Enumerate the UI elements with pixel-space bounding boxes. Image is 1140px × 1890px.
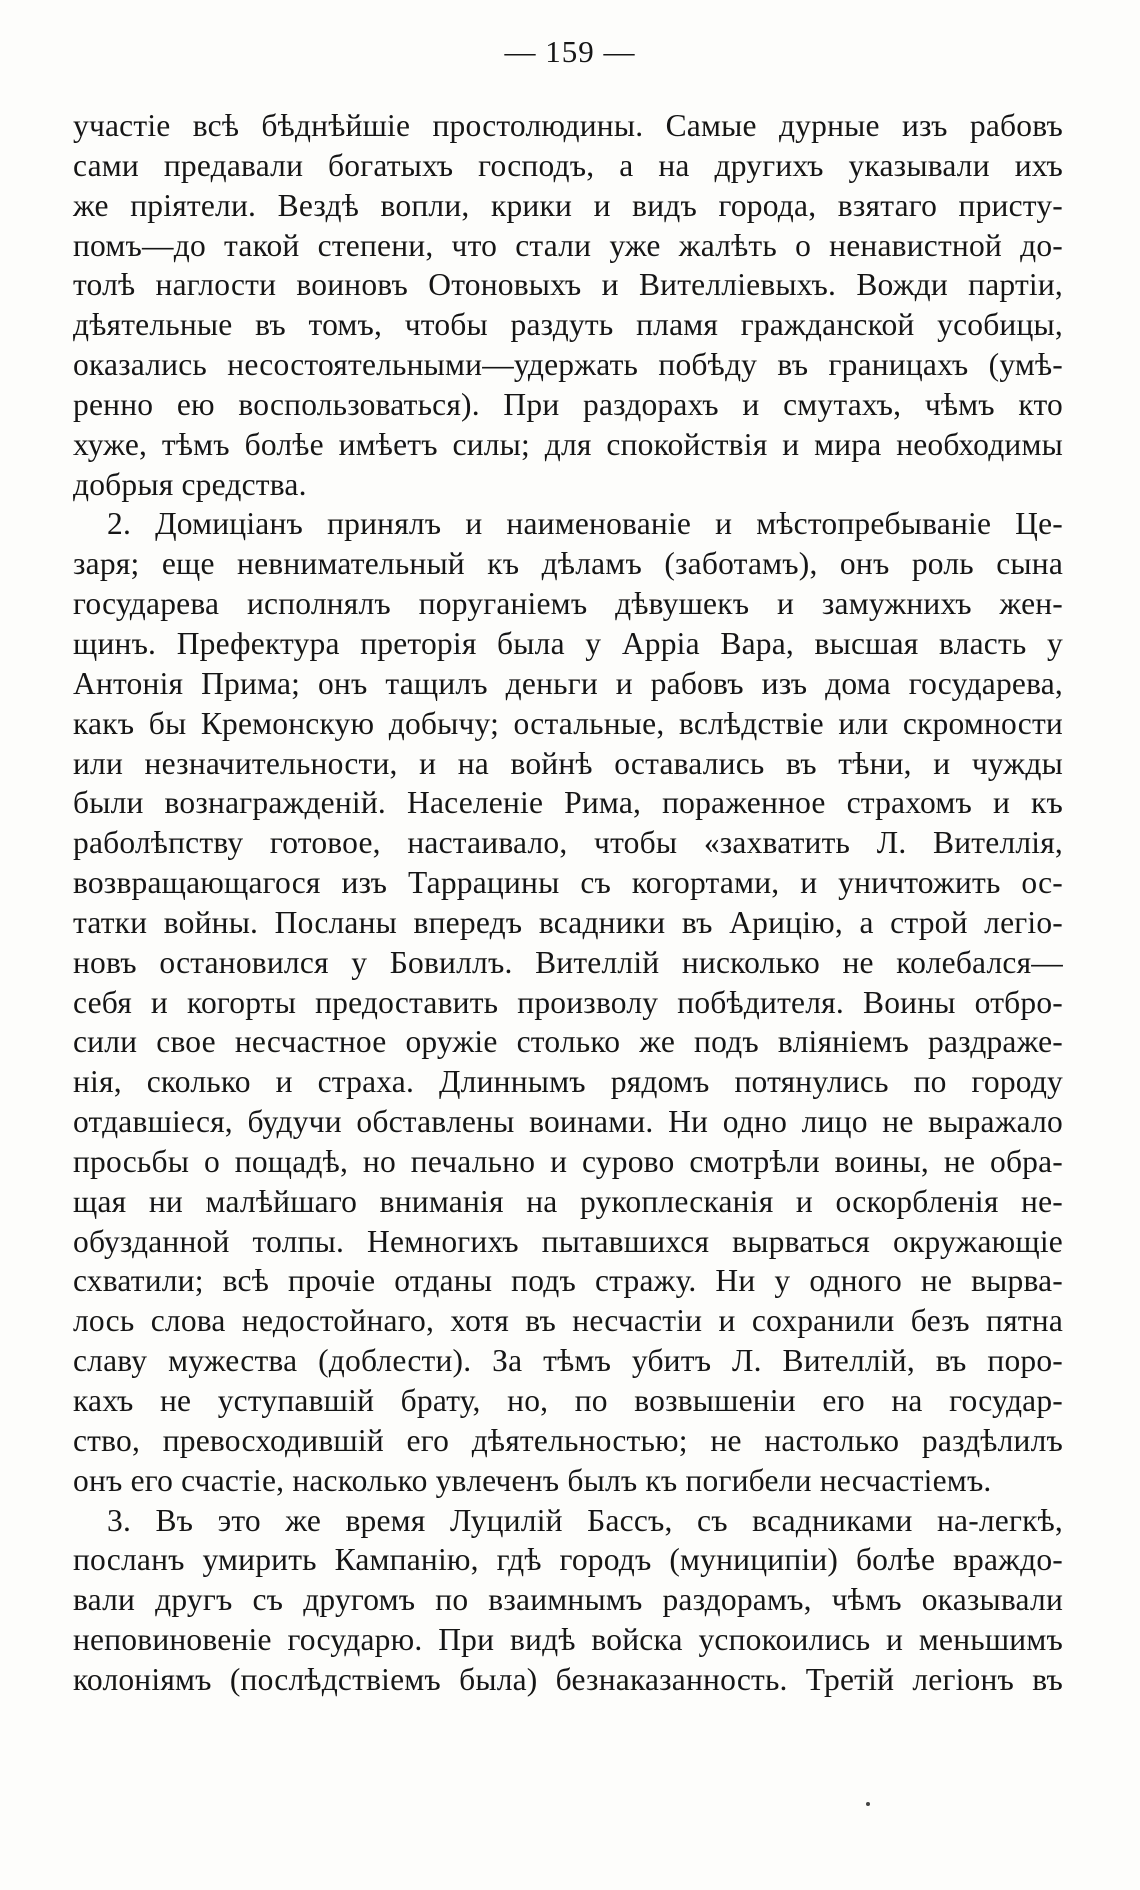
text-line: добрыя средства.	[73, 466, 307, 502]
text-line: какъ бы Кремонскую добычу; остальные, вслѣдствіе или скромности	[73, 705, 1063, 741]
text-line: славу мужества (доблести). За тѣмъ убитъ Л. Вителлій, въ поро-	[73, 1343, 1063, 1379]
body-text	[73, 106, 1063, 1700]
text-line: же пріятели. Вездѣ вопли, крики и видъ города, взятаго присту-	[73, 187, 1063, 223]
text-line: сами предавали богатыхъ господъ, а на другихъ указывали ихъ	[73, 147, 1063, 183]
page-number: — 159 —	[504, 34, 636, 69]
paragraph-2	[73, 504, 1063, 1500]
text-line: отдавшіеся, будучи обставлены воинами. Ни одно лицо не выражало	[73, 1104, 1063, 1140]
text-line: помъ—до такой степени, что стали уже жалѣть о ненавистной до-	[73, 227, 1063, 263]
text-line: просьбы о пощадѣ, но печально и сурово смотрѣли воины, не обра-	[73, 1143, 1063, 1179]
text-line: 3. Въ это же время Луцилій Бассъ, съ всадниками на-легкѣ,	[107, 1502, 1063, 1538]
text-line: 2. Домиціанъ принялъ и наименованіе и мѣстопребываніе Це-	[107, 506, 1063, 542]
text-line: были вознагражденій. Населеніе Рима, пораженное страхомъ и къ	[73, 785, 1063, 821]
text-line: лось слова недостойнаго, хотя въ несчастіи и сохранили безъ пятна	[73, 1303, 1063, 1339]
text-line: толѣ наглости воиновъ Отоновыхъ и Вителліевыхъ. Вожди партіи,	[73, 267, 1063, 303]
text-line: татки войны. Посланы впередъ всадники въ Арицію, а строй легіо-	[73, 904, 1063, 940]
text-line: государева исполнялъ поруганіемъ дѣвушекъ и замужнихъ жен-	[73, 586, 1063, 622]
text-line: участіе всѣ бѣднѣйшіе простолюдины. Самые дурные изъ рабовъ	[73, 108, 1063, 143]
text-line: ство, превосходившій его дѣятельностью; не настолько раздѣлилъ	[73, 1422, 1063, 1458]
text-line: неповиновеніе государю. При видѣ войска успокоились и меньшимъ	[73, 1622, 1063, 1658]
text-line: раболѣпству готовое, настаивало, чтобы «захватить Л. Вителлія,	[73, 825, 1063, 861]
text-line: онъ его счастіе, насколько увлеченъ былъ къ погибели несчастіемъ.	[73, 1462, 992, 1498]
text-line: дѣятельные въ томъ, чтобы раздуть пламя гражданской усобицы,	[73, 307, 1063, 343]
text-line: обузданной толпы. Немногихъ пытавшихся вырваться окружающіе	[73, 1223, 1063, 1259]
text-line: Антонія Прима; онъ тащилъ деньги и рабовъ изъ дома государева,	[73, 665, 1063, 701]
text-line: заря; еще невнимательный къ дѣламъ (заботамъ), онъ роль сына	[73, 546, 1063, 582]
text-line: вали другъ съ другомъ по взаимнымъ раздорамъ, чѣмъ оказывали	[73, 1582, 1063, 1618]
text-line: новъ остановился у Бовиллъ. Вителлій нисколько не колебался—	[73, 944, 1063, 980]
text-line: схватили; всѣ прочіе отданы подъ стражу. Ни у одного не вырва-	[73, 1263, 1063, 1299]
text-line: возвращающагося изъ Таррацины съ когортами, и уничтожить ос-	[73, 865, 1063, 901]
text-line: щая ни малѣйшаго вниманія на рукоплесканія и оскорбленія не-	[73, 1183, 1063, 1219]
text-line: щинъ. Префектура преторія была у Арріа Вара, высшая власть у	[73, 625, 1063, 661]
text-line: сили свое несчастное оружіе столько же подъ вліяніемъ раздраже-	[73, 1024, 1063, 1060]
text-line: оказались несостоятельными—удержать побѣду въ границахъ (умѣ-	[73, 347, 1063, 383]
text-line: кахъ не уступавшій брату, но, по возвышеніи его на государ-	[73, 1383, 1063, 1418]
ink-speck	[866, 1802, 870, 1806]
paragraph-3	[73, 1501, 1063, 1700]
text-line: ренно ею воспользоваться). При раздорахъ и смутахъ, чѣмъ кто	[73, 386, 1063, 422]
text-line: себя и когорты предоставить произволу побѣдителя. Воины отбро-	[73, 984, 1063, 1020]
text-line: или незначительности, и на войнѣ оставались въ тѣни, и чужды	[73, 745, 1063, 781]
text-line: колоніямъ (послѣдствіемъ была) безнаказанность. Третій легіонъ въ	[73, 1661, 1063, 1697]
text-line: посланъ умирить Кампанію, гдѣ городъ (муниципіи) болѣе враждо-	[73, 1542, 1063, 1578]
text-line: нія, сколько и страха. Длиннымъ рядомъ потянулись по городу	[73, 1064, 1063, 1100]
paragraph-1	[73, 106, 1063, 504]
text-line: хуже, тѣмъ болѣе имѣетъ силы; для спокойствія и мира необходимы	[73, 426, 1063, 462]
